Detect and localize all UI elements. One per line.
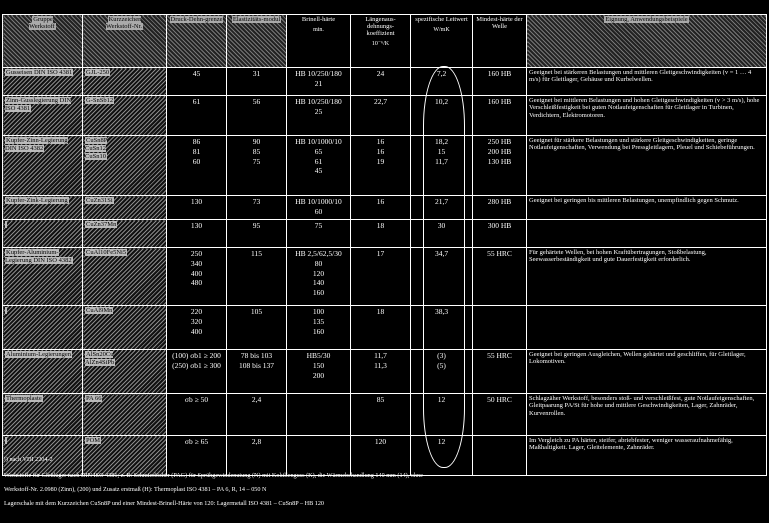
hardness-cell: HB 10/250/180 25 <box>287 96 351 136</box>
table-row <box>3 394 767 436</box>
expansion-cell: 24 <box>351 68 411 96</box>
table-row <box>3 196 767 220</box>
modulus-cell: 2,8 <box>227 436 287 476</box>
conductivity-cell: 21,7 <box>411 196 473 220</box>
designation-cell: AlSn20Cu AlZn4SiPb <box>83 350 167 394</box>
use-cell: Im Vergleich zu PA härter, steifer, abriebfester, weniger wasseraufnahmefähig, Maßhaltigkeit. Lager, Gleitelemente, Zahnräder. <box>527 436 767 476</box>
modulus-cell: 56 <box>227 96 287 136</box>
yield-cell: 130 <box>167 196 227 220</box>
modulus-cell: 2,4 <box>227 394 287 436</box>
material-cell: Thermoplaste <box>3 394 83 436</box>
expansion-cell: 18 <box>351 220 411 248</box>
header-conductivity: spezifische Leitwert W/mK <box>411 15 473 68</box>
footnote-2: Werkstoffe für Gleitlager nach DIN ISO 4381, z. B. Schmierlöcher (PAG) für Sprühgewindenutung (N) mit Kokillenguss (K), die Wärmebehandlung 140 mm (14), ohne <box>4 472 423 479</box>
expansion-cell: 120 <box>351 436 411 476</box>
bearing-materials-table <box>2 14 767 476</box>
yield-cell: 220 320 400 <box>167 306 227 350</box>
hardness-cell <box>287 394 351 436</box>
conductivity-cell: 7,2 <box>411 68 473 96</box>
material-cell: Aluminium-Legierungen <box>3 350 83 394</box>
conductivity-cell: 30 <box>411 220 473 248</box>
table-row <box>3 68 767 96</box>
conductivity-cell: 12 <box>411 394 473 436</box>
material-cell <box>3 306 83 350</box>
expansion-cell: 16 <box>351 196 411 220</box>
conductivity-cell: (3) (5) <box>411 350 473 394</box>
modulus-cell: 105 <box>227 306 287 350</box>
conductivity-cell: 34,7 <box>411 248 473 306</box>
designation-cell: G-SnSb12 <box>83 96 167 136</box>
hardness-cell: 100 135 160 <box>287 306 351 350</box>
material-cell: Kupfer-Zink-Legierung <box>3 196 83 220</box>
modulus-cell: 90 85 75 <box>227 136 287 196</box>
header-shaft-hardness: Mindest-härte der Welle <box>473 15 527 68</box>
designation-cell: CuZn37Mn <box>83 220 167 248</box>
shaft-hardness-cell: 160 HB <box>473 68 527 96</box>
designation-cell: POM <box>83 436 167 476</box>
yield-cell: 45 <box>167 68 227 96</box>
use-cell: Geeignet bei mittleren Belastungen und hohen Gleitgeschwindigkeiten (v > 3 m/s), hohe Verschleißfestigkeit bei guten Notlaufeigenschaften für Gleitlager in Turbinen, Verdichtern, Elektromotoren. <box>527 96 767 136</box>
header-expansion: Längenaus-dehnungs-koeffizient 10⁻⁶/K <box>351 15 411 68</box>
designation-cell: PA 66 <box>83 394 167 436</box>
table-row <box>3 306 767 350</box>
expansion-cell: 11,7 11,3 <box>351 350 411 394</box>
table-header-row <box>3 15 767 68</box>
expansion-cell: 18 <box>351 306 411 350</box>
designation-cell: GJL-250 <box>83 68 167 96</box>
use-cell: Geeignet bei geringen bis mittleren Belastungen, unempfindlich gegen Schmutz. <box>527 196 767 220</box>
use-cell: Schlagzäher Werkstoff, besonders stoß- und verschleißfest, gute Notlaufeigenschaften, Gleitpaarung PA/St für hohe und mittlere Geschwindigkeiten, Lager, Zahnräder, Kurvenrollen. <box>527 394 767 436</box>
shaft-hardness-cell: 250 HB 200 HB 130 HB <box>473 136 527 196</box>
conductivity-cell: 18,2 15 11,7 <box>411 136 473 196</box>
header-use: Eignung, Anwendungsbeispiele <box>527 15 767 68</box>
designation-cell: CuSn8P CuSn12 CuSn10 <box>83 136 167 196</box>
shaft-hardness-cell: 160 HB <box>473 96 527 136</box>
shaft-hardness-cell: 280 HB <box>473 196 527 220</box>
footnote-3: Werkstoff-Nr. 2.0980 (Zinn), (200) und Zusatz erstmaß (H): Thermoplast ISO 4381 – PA 6, R, 14 – 050 N <box>4 486 267 493</box>
table-row <box>3 248 767 306</box>
expansion-cell: 22,7 <box>351 96 411 136</box>
hardness-cell: HB5/30 150 200 <box>287 350 351 394</box>
shaft-hardness-cell: 55 HRC <box>473 350 527 394</box>
expansion-cell: 16 16 19 <box>351 136 411 196</box>
modulus-cell: 95 <box>227 220 287 248</box>
shaft-hardness-cell: 300 HB <box>473 220 527 248</box>
shaft-hardness-cell <box>473 436 527 476</box>
expansion-cell: 85 <box>351 394 411 436</box>
modulus-cell: 31 <box>227 68 287 96</box>
hardness-cell: HB 10/250/180 21 <box>287 68 351 96</box>
shaft-hardness-cell <box>473 306 527 350</box>
hardness-cell: HB 2,5/62,5/30 80 120 140 160 <box>287 248 351 306</box>
hardness-cell: HB 10/1000/10 65 61 45 <box>287 136 351 196</box>
modulus-cell: 78 bis 103 108 bis 137 <box>227 350 287 394</box>
hardness-cell: HB 10/1000/10 60 <box>287 196 351 220</box>
conductivity-cell: 10,2 <box>411 96 473 136</box>
designation-cell: CuZn31Si <box>83 196 167 220</box>
conductivity-cell: 12 <box>411 436 473 476</box>
yield-cell: σb ≥ 50 <box>167 394 227 436</box>
header-modulus: Elastizitäts-modul <box>227 15 287 68</box>
material-cell: Zinn-Gusslegierung DIN ISO 4381 <box>3 96 83 136</box>
table-row <box>3 136 767 196</box>
table-row <box>3 96 767 136</box>
material-cell <box>3 220 83 248</box>
shaft-hardness-cell: 50 HRC <box>473 394 527 436</box>
table-row <box>3 220 767 248</box>
designation-cell: CuAl9Mn <box>83 306 167 350</box>
shaft-hardness-cell: 55 HRC <box>473 248 527 306</box>
material-cell: Kupfer-Zinn-Legierung DIN ISO 4382 <box>3 136 83 196</box>
footnote-1: ¹) nach VDI 2204-2 <box>4 456 53 463</box>
material-cell: Gusseisen DIN ISO 4381 <box>3 68 83 96</box>
use-cell <box>527 220 767 248</box>
expansion-cell: 17 <box>351 248 411 306</box>
yield-cell: 86 81 60 <box>167 136 227 196</box>
use-cell: Geeignet bei geringen Ausgleichen, Wellen gehärtet und geschliffen, für Gleitlager, Lokomotiven. <box>527 350 767 394</box>
header-material: Gruppe Werkstoff <box>3 15 83 68</box>
hardness-cell <box>287 436 351 476</box>
modulus-cell: 73 <box>227 196 287 220</box>
footnote-4: Lagerschale mit dem Kurzzeichen CuSn8P und einer Mindest-Brinell-Härte von 120: Lagermetall ISO 4381 – CuSn8P – HB 120 <box>4 500 325 507</box>
yield-cell: (100) σb1 ≥ 200 (250) σb1 ≥ 300 <box>167 350 227 394</box>
material-cell: Kupfer-Aluminium-Legierung DIN ISO 4382 <box>3 248 83 306</box>
use-cell <box>527 306 767 350</box>
table-row <box>3 436 767 476</box>
modulus-cell: 115 <box>227 248 287 306</box>
table-row <box>3 350 767 394</box>
header-hardness: Brinell-härte min. <box>287 15 351 68</box>
designation-cell: CuAl10Fe5Ni5 <box>83 248 167 306</box>
yield-cell: σb ≥ 65 <box>167 436 227 476</box>
use-cell: Geeignet für stärkere Belastungen und stärkere Gleitgeschwindigkeiten, geringe Notlaufeigenschaften, Verwendung bei Pressgleitlagern, Pleuel und Schiebeführungen. <box>527 136 767 196</box>
use-cell: Geeignet bei stärkeren Belastungen und mittleren Gleitgeschwindigkeiten (v = 1 … 4 m/s) für Gleitlager, Gehäuse und Kurbelwellen. <box>527 68 767 96</box>
yield-cell: 250 340 400 480 <box>167 248 227 306</box>
conductivity-cell: 38,3 <box>411 306 473 350</box>
yield-cell: 61 <box>167 96 227 136</box>
yield-cell: 130 <box>167 220 227 248</box>
header-density: Druck-Dehn-grenze <box>167 15 227 68</box>
use-cell: Für gehärtete Wellen, bei hohen Kraftübertragungen, Stoßbelastung, Seewasserbeständigkeit und gute Dauerfestigkeit erforderlich. <box>527 248 767 306</box>
hardness-cell: 75 <box>287 220 351 248</box>
header-designation: Kurzzeichen Werkstoff-Nr. <box>83 15 167 68</box>
